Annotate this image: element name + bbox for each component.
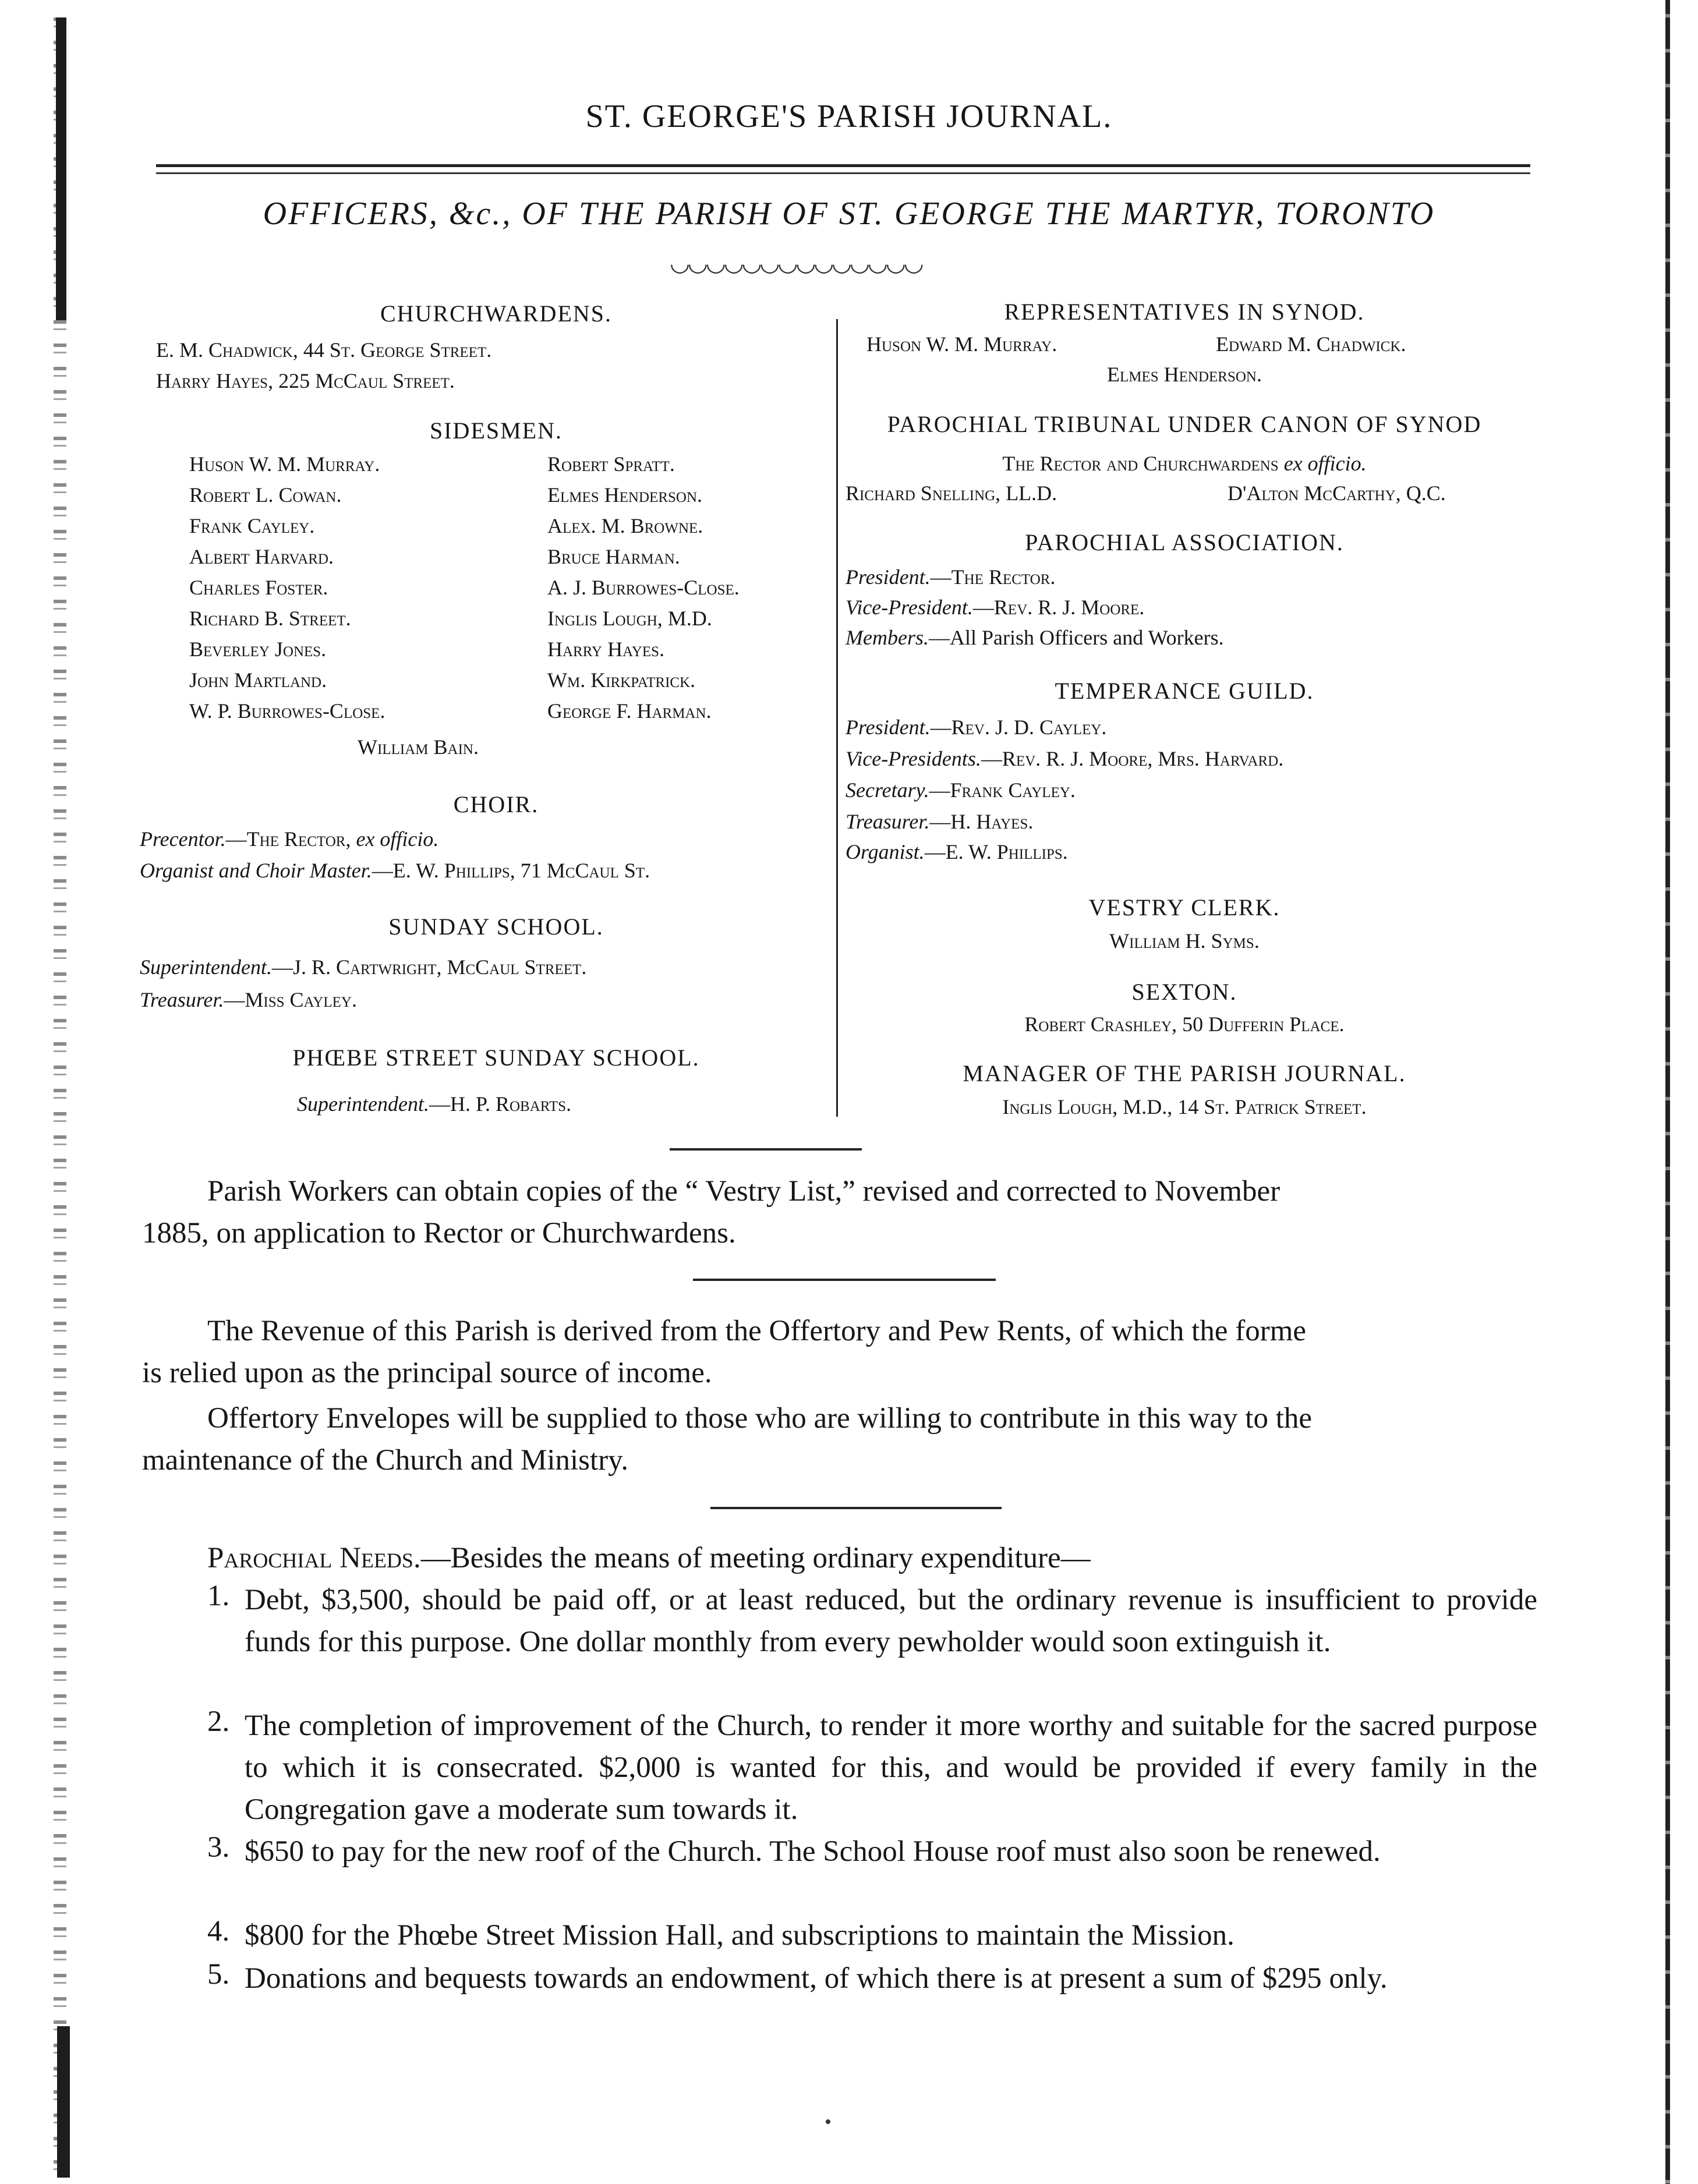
scan-edge-right xyxy=(1665,0,1670,2184)
header-rule-bottom xyxy=(156,172,1530,174)
vestry-clerk-heading: VESTRY CLERK. xyxy=(1088,894,1280,921)
revenue-notice-line-1: The Revenue of this Parish is derived from the Offertory and Pew Rents, of which the forme xyxy=(207,1315,1306,1347)
association-vice-president xyxy=(846,595,1144,620)
temperance-organist-name: —E. W. Phillips. xyxy=(924,840,1068,863)
tribunal-members xyxy=(839,451,1530,476)
vestry-clerk-name: William H. Syms. xyxy=(1109,929,1260,953)
synod-heading: REPRESENTATIVES IN SYNOD. xyxy=(1004,299,1365,325)
ss-superintendent-name: —J. R. Cartwright, McCaul Street. xyxy=(271,955,587,979)
temperance-treasurer-name: —H. Hayes. xyxy=(929,810,1034,833)
scan-edge-left xyxy=(54,17,66,2172)
sidesman-col2-2: Elmes Henderson. xyxy=(547,483,703,507)
temperance-heading: TEMPERANCE GUILD. xyxy=(1055,678,1314,704)
precentor-name: —The Rector, xyxy=(225,827,351,851)
association-members-text: —All Parish Officers and Workers. xyxy=(928,626,1224,649)
tribunal-members-text: The Rector and Churchwardens xyxy=(1002,452,1279,475)
separator-1 xyxy=(670,1148,862,1151)
sidesman-col1-9: W. P. Burrowes-Close. xyxy=(189,699,385,723)
revenue-notice-line-2: is relied upon as the principal source of income. xyxy=(142,1357,712,1389)
phoebe-school-superintendent xyxy=(297,1092,571,1116)
ornament-divider: ◡◡◡◡◡◡◡◡◡◡◡◡◡◡ xyxy=(670,250,922,276)
ss-treasurer-name: —Miss Cayley. xyxy=(224,988,357,1011)
ps-superintendent-name: —H. P. Robarts. xyxy=(429,1092,572,1116)
association-president-name: —The Rector. xyxy=(930,565,1056,589)
synod-rep-2: Edward M. Chadwick. xyxy=(1216,332,1406,356)
sexton-name: Robert Crashley, 50 Dufferin Place. xyxy=(1024,1013,1345,1036)
ps-superintendent-role: Superintendent. xyxy=(297,1092,429,1116)
temperance-secretary-name: —Frank Cayley. xyxy=(929,778,1076,802)
sidesman-last: William Bain. xyxy=(358,735,479,759)
temperance-vice-name: —Rev. R. J. Moore, Mrs. Harvard. xyxy=(981,747,1284,770)
need-2-text: The completion of improvement of the Church, to render it more worthy and suitable for the sacred purpose to which it is consecrated. $2,000 is wanted for this, and would be provided if every family in the Congregation gave a moderate sum towards it. xyxy=(245,1709,1537,1826)
sunday-school-superintendent xyxy=(140,955,586,979)
precentor-role: Precentor. xyxy=(140,827,226,851)
association-president-role: President. xyxy=(846,565,931,589)
sidesman-col1-1: Huson W. M. Murray. xyxy=(189,452,380,476)
ss-treasurer-role: Treasurer. xyxy=(140,988,224,1011)
separator-2 xyxy=(693,1279,996,1281)
manager-heading: MANAGER OF THE PARISH JOURNAL. xyxy=(963,1060,1406,1086)
organist-role: Organist and Choir Master. xyxy=(140,859,372,882)
sidesman-col1-3: Frank Cayley. xyxy=(189,514,315,537)
offertory-notice-line-1: Offertory Envelopes will be supplied to those who are willing to contribute in this way to the xyxy=(207,1402,1313,1435)
tribunal-office: ex officio. xyxy=(1283,452,1367,475)
scan-edge-left-dark-bottom xyxy=(57,2026,70,2178)
temperance-vice-role: Vice-Presidents. xyxy=(846,747,981,770)
association-members-role: Members. xyxy=(846,626,929,649)
sidesman-col1-7: Beverley Jones. xyxy=(189,638,327,661)
tribunal-heading: PAROCHIAL TRIBUNAL UNDER CANON OF SYNOD xyxy=(887,411,1482,437)
sidesman-col1-8: John Martland. xyxy=(189,668,327,692)
separator-3 xyxy=(710,1507,1002,1509)
journal-title: ST. GEORGE'S PARISH JOURNAL. xyxy=(585,98,1113,134)
sunday-school-heading: SUNDAY SCHOOL. xyxy=(388,914,604,940)
sidesmen-heading: SIDESMEN. xyxy=(429,417,563,444)
offertory-notice-line-2: maintenance of the Church and Ministry. xyxy=(142,1444,629,1477)
need-1-number: 1. xyxy=(207,1580,230,1612)
synod-rep-3: Elmes Henderson. xyxy=(1106,363,1262,386)
choir-heading: CHOIR. xyxy=(453,791,539,817)
needs-intro-label: Parochial Needs. xyxy=(207,1542,421,1574)
precentor-office: ex officio. xyxy=(356,827,439,851)
sidesman-col1-4: Albert Harvard. xyxy=(189,545,334,568)
choir-organist xyxy=(140,858,650,883)
churchwarden-2: Harry Hayes, 225 McCaul Street. xyxy=(156,369,455,392)
temperance-treasurer xyxy=(846,809,1033,834)
sidesman-col2-8: Wm. Kirkpatrick. xyxy=(547,668,696,692)
sidesman-col2-1: Robert Spratt. xyxy=(547,452,675,476)
sidesman-col1-5: Charles Foster. xyxy=(189,576,328,599)
sidesman-col2-6: Inglis Lough, M.D. xyxy=(547,607,712,630)
need-4-number: 4. xyxy=(207,1915,230,1948)
sidesman-col1-2: Robert L. Cowan. xyxy=(189,483,342,507)
vestry-notice-line-2: 1885, on application to Rector or Churchwardens. xyxy=(142,1217,736,1249)
temperance-treasurer-role: Treasurer. xyxy=(846,810,930,833)
vestry-notice-line-1: Parish Workers can obtain copies of the “ Vestry List,” revised and corrected to November xyxy=(207,1175,1280,1208)
association-president xyxy=(846,565,1055,589)
churchwarden-1: E. M. Chadwick, 44 St. George Street. xyxy=(156,338,492,362)
need-5-text: Donations and bequests towards an endowment, of which there is at present a sum of $295 only. xyxy=(245,1962,1388,1995)
temperance-president-name: —Rev. J. D. Cayley. xyxy=(930,716,1107,739)
temperance-vice-presidents xyxy=(846,746,1283,771)
need-1-text: Debt, $3,500, should be paid off, or at least reduced, but the ordinary revenue is insufficient to provide funds for this purpose. One dollar monthly from every pewholder would soon extinguish it. xyxy=(245,1584,1537,1658)
page-mark xyxy=(826,2119,830,2124)
choir-precentor xyxy=(140,827,438,851)
sidesman-col1-6: Richard B. Street. xyxy=(189,607,351,630)
organist-name: —E. W. Phillips, 71 McCaul St. xyxy=(372,859,650,882)
need-3-text: $650 to pay for the new roof of the Church. The School House roof must also soon be renewed. xyxy=(245,1835,1381,1868)
temperance-secretary xyxy=(846,778,1076,802)
sidesman-col2-3: Alex. M. Browne. xyxy=(547,514,703,537)
sidesman-col2-4: Bruce Harman. xyxy=(547,545,680,568)
sunday-school-treasurer xyxy=(140,987,357,1012)
need-3-number: 3. xyxy=(207,1831,230,1864)
needs-intro xyxy=(207,1537,1091,1579)
phoebe-school-heading: PHŒBE STREET SUNDAY SCHOOL. xyxy=(292,1045,700,1071)
need-4-text: $800 for the Phœbe Street Mission Hall, and subscriptions to maintain the Mission. xyxy=(245,1919,1234,1952)
needs-intro-text: —Besides the means of meeting ordinary expenditure— xyxy=(420,1542,1091,1574)
temperance-organist-role: Organist. xyxy=(846,840,925,863)
officers-heading: OFFICERS, &c., OF THE PARISH OF ST. GEORGE THE MARTYR, TORONTO xyxy=(263,196,1435,232)
tribunal-name-2: D'Alton McCarthy, Q.C. xyxy=(1227,482,1446,505)
ss-superintendent-role: Superintendent. xyxy=(140,955,272,979)
manager-name: Inglis Lough, M.D., 14 St. Patrick Street. xyxy=(1002,1095,1367,1118)
association-heading: PAROCHIAL ASSOCIATION. xyxy=(1025,529,1344,555)
association-vice-name: —Rev. R. J. Moore. xyxy=(972,596,1145,619)
churchwardens-heading: CHURCHWARDENS. xyxy=(380,300,613,327)
scan-edge-left-dark xyxy=(56,17,66,320)
need-2-number: 2. xyxy=(207,1705,230,1738)
synod-rep-1: Huson W. M. Murray. xyxy=(866,332,1057,356)
temperance-president xyxy=(846,715,1106,739)
sidesman-col2-9: George F. Harman. xyxy=(547,699,712,723)
temperance-organist xyxy=(846,840,1068,864)
sexton-heading: SEXTON. xyxy=(1131,979,1237,1005)
sidesman-col2-7: Harry Hayes. xyxy=(547,638,665,661)
need-5-number: 5. xyxy=(207,1958,230,1991)
tribunal-name-1: Richard Snelling, LL.D. xyxy=(846,482,1057,505)
association-members xyxy=(846,625,1224,650)
temperance-president-role: President. xyxy=(846,716,931,739)
column-divider xyxy=(836,319,838,1117)
header-rule-top xyxy=(156,164,1530,167)
temperance-secretary-role: Secretary. xyxy=(846,778,929,802)
sidesman-col2-5: A. J. Burrowes-Close. xyxy=(547,576,740,599)
association-vice-role: Vice-President. xyxy=(846,596,973,619)
